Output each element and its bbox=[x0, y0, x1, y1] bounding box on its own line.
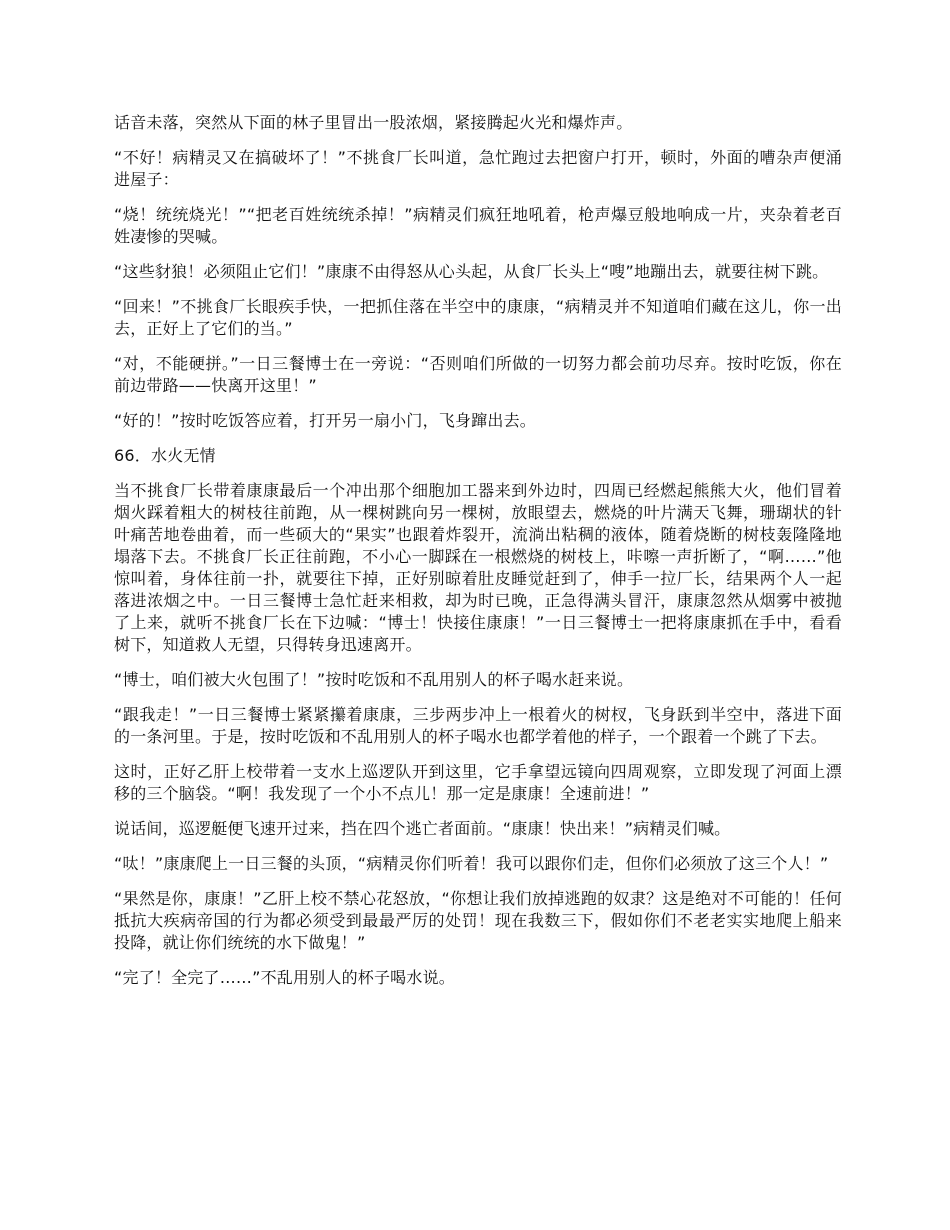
paragraph-13: “呔！”康康爬上一日三餐的头顶，“病精灵你们听着！我可以跟你们走，但你们必须放了这三个人！” bbox=[114, 854, 829, 873]
paragraph-10: “跟我走！”一日三餐博士紧紧攥着康康，三步两步冲上一根着火的树杈，飞身跃到半空中，落进下面的一条河里。于是，按时吃饭和不乱用别人的杯子喝水也都学着他的样子，一个跟着一个跳了下去。 bbox=[114, 705, 842, 746]
section-heading: 66．水火无情 bbox=[114, 446, 216, 465]
document-page bbox=[114, 112, 842, 1002]
paragraph-11: 这时，正好乙肝上校带着一支水上巡逻队开到这里，它手拿望远镜向四周观察，立即发现了河面上漂移的三个脑袋。“啊！我发现了一个小不点儿！那一定是康康！全速前进！” bbox=[114, 762, 842, 803]
paragraph-3: “烧！统统烧光！”“把老百姓统统杀掉！”病精灵们疯狂地吼着，枪声爆豆般地响成一片，夹杂着老百姓凄惨的哭喊。 bbox=[114, 205, 842, 246]
paragraph-1: 话音未落，突然从下面的林子里冒出一股浓烟，紧接腾起火光和爆炸声。 bbox=[114, 113, 633, 132]
paragraph-14: “果然是你，康康！”乙肝上校不禁心花怒放，“你想让我们放掉逃跑的奴隶？这是绝对不可能的！任何抵抗大疾病帝国的行为都必须受到最最严厉的处罚！现在我数三下，假如你们不老老实实地爬上船来投降，就让你们统统的水下做鬼！” bbox=[114, 889, 842, 952]
paragraph-15: “完了！全完了……”不乱用别人的杯子喝水说。 bbox=[114, 968, 455, 987]
paragraph-9: “博士，咱们被大火包围了！”按时吃饭和不乱用别人的杯子喝水赶来说。 bbox=[114, 670, 634, 689]
paragraph-12: 说话间，巡逻艇便飞速开过来，挡在四个逃亡者面前。“康康！快出来！”病精灵们喊。 bbox=[114, 819, 731, 838]
paragraph-6: “对，不能硬拼。”一日三餐博士在一旁说：“否则咱们所做的一切努力都会前功尽弃。按时吃饭，你在前边带路——快离开这里！” bbox=[114, 354, 842, 395]
paragraph-8: 当不挑食厂长带着康康最后一个冲出那个细胞加工器来到外边时，四周已经燃起熊熊大火，他们冒着烟火踩着粗大的树枝往前跑，从一棵树跳向另一棵树，放眼望去，燃烧的叶片满天飞舞，珊瑚状的针叶痛苦地卷曲着，而一些硕大的“果实”也跟着炸裂开，流淌出粘稠的液体，随着烧断的树枝轰隆隆地塌落下去。不挑食厂长正往前跑，不小心一脚踩在一根燃烧的树枝上，咔嚓一声折断了，“啊……”他惊叫着，身体往前一扑，就要往下掉，正好别晾着肚皮睡觉赶到了，伸手一拉厂长，结果两个人一起落进浓烟之中。一日三餐博士急忙赶来相救，却为时已晚，正急得满头冒汗，康康忽然从烟雾中被抛了上来，就听不挑食厂长在下边喊：“博士！快接住康康！”一日三餐博士一把将康康抓在手中，看看树下，知道救人无望，只得转身迅速离开。 bbox=[114, 481, 842, 654]
paragraph-7: “好的！”按时吃饭答应着，打开另一扇小门，飞身蹿出去。 bbox=[114, 411, 536, 430]
paragraph-5: “回来！”不挑食厂长眼疾手快，一把抓住落在半空中的康康，“病精灵并不知道咱们藏在这儿，你一出去，正好上了它们的当。” bbox=[114, 297, 842, 338]
paragraph-2: “不好！病精灵又在搞破坏了！”不挑食厂长叫道，急忙跑过去把窗户打开，顿时，外面的嘈杂声便涌进屋子： bbox=[114, 148, 842, 189]
paragraph-4: “这些豺狼！必须阻止它们！”康康不由得怒从心头起，从食厂长头上“嗖”地蹦出去，就要往树下跳。 bbox=[114, 262, 829, 281]
